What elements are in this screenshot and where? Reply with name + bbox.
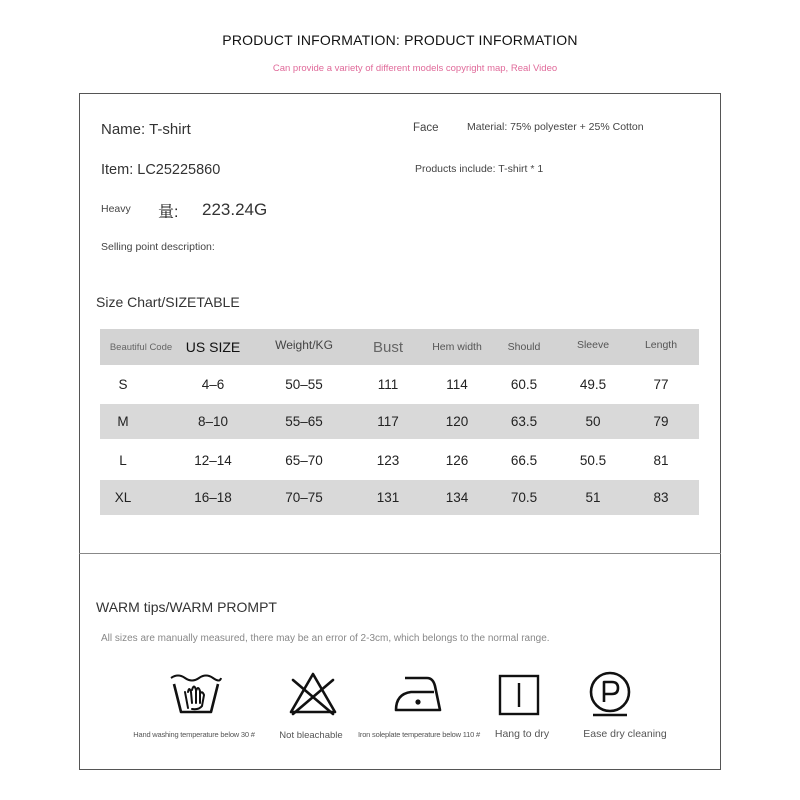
header-cell-bust: Bust [372, 338, 403, 356]
header-cell-us-size: US SIZE [185, 339, 241, 355]
includes-text: Products include: T-shirt * 1 [415, 163, 544, 175]
table-row [100, 480, 699, 515]
page-title: PRODUCT INFORMATION: PRODUCT INFORMATION [222, 32, 578, 48]
dry-clean-icon [587, 671, 633, 717]
face-label: Face [413, 122, 439, 134]
weight-glyph: 量: [158, 204, 179, 221]
material-text: Material: 75% polyester + 25% Cotton [467, 121, 644, 133]
cell-length: 81 [653, 452, 669, 468]
cell-us-size: 16–18 [194, 490, 232, 505]
header-cell-beautiful-code: Beautiful Code [109, 341, 173, 353]
cell-length: 83 [653, 490, 669, 505]
cell-hem-width: 120 [445, 414, 469, 429]
size-chart-title: Size Chart/SIZETABLE [96, 294, 240, 310]
hang-dry-label: Hang to dry [494, 728, 550, 740]
weight-label: Heavy [101, 203, 131, 215]
cell-sleeve: 51 [585, 490, 601, 505]
cell-weight: 70–75 [285, 490, 323, 505]
header-cell-sleeve: Sleeve [576, 339, 610, 351]
cell-code: L [119, 452, 127, 468]
table-row [100, 441, 699, 479]
cell-code: XL [114, 490, 132, 505]
cell-sleeve: 50.5 [579, 452, 607, 468]
no-bleach-label: Not bleachable [279, 730, 343, 741]
cell-code: M [117, 414, 129, 429]
header-cell-length: Length [644, 339, 678, 351]
dry-clean-label: Ease dry cleaning [583, 728, 667, 740]
cell-weight: 55–65 [285, 414, 323, 429]
cell-bust: 123 [376, 452, 400, 468]
no-bleach-icon [287, 670, 339, 718]
cell-sleeve: 49.5 [579, 376, 607, 392]
table-row [100, 404, 699, 439]
iron-icon [393, 672, 443, 716]
cell-us-size: 8–10 [197, 414, 229, 429]
cell-shoulder: 60.5 [510, 376, 538, 392]
selling-point-label: Selling point description: [101, 241, 215, 253]
hand-wash-icon [168, 670, 224, 718]
page-subtitle: Can provide a variety of different models copyright map, Real Video [272, 63, 558, 74]
cell-bust: 131 [376, 490, 400, 505]
cell-bust: 117 [377, 414, 399, 429]
size-table [100, 329, 699, 517]
product-item: Item: LC25225860 [101, 162, 221, 178]
cell-shoulder: 66.5 [510, 452, 538, 468]
cell-shoulder: 63.5 [510, 414, 538, 429]
cell-weight: 65–70 [285, 452, 323, 468]
cell-weight: 50–55 [285, 376, 323, 392]
header-cell-shoulder: Should [507, 341, 541, 353]
hang-dry-icon [498, 674, 540, 716]
cell-sleeve: 50 [585, 414, 601, 429]
cell-us-size: 4–6 [201, 376, 225, 392]
cell-code: S [118, 376, 128, 392]
table-row [100, 365, 699, 403]
cell-shoulder: 70.5 [510, 490, 538, 505]
iron-label: Iron soleplate temperature below 110 # [358, 730, 480, 739]
weight-value: 223.24G [202, 200, 268, 219]
header-cell-weight: Weight/KG [275, 338, 333, 352]
cell-hem-width: 134 [445, 490, 469, 505]
product-name: Name: T-shirt [101, 121, 191, 138]
cell-hem-width: 114 [446, 376, 468, 392]
cell-length: 79 [653, 414, 669, 429]
header-cell-hem-width: Hem width [432, 341, 482, 353]
cell-length: 77 [653, 376, 669, 392]
cell-bust: 111 [377, 376, 399, 392]
hand-wash-label: Hand washing temperature below 30 # [133, 730, 255, 739]
warm-tips-note: All sizes are manually measured, there may be an error of 2-3cm, which belongs to the normal range. [101, 633, 550, 644]
cell-hem-width: 126 [445, 452, 469, 468]
warm-tips-title: WARM tips/WARM PROMPT [96, 599, 277, 615]
cell-us-size: 12–14 [194, 452, 232, 468]
size-table-header [100, 329, 699, 365]
section-divider [79, 553, 721, 554]
